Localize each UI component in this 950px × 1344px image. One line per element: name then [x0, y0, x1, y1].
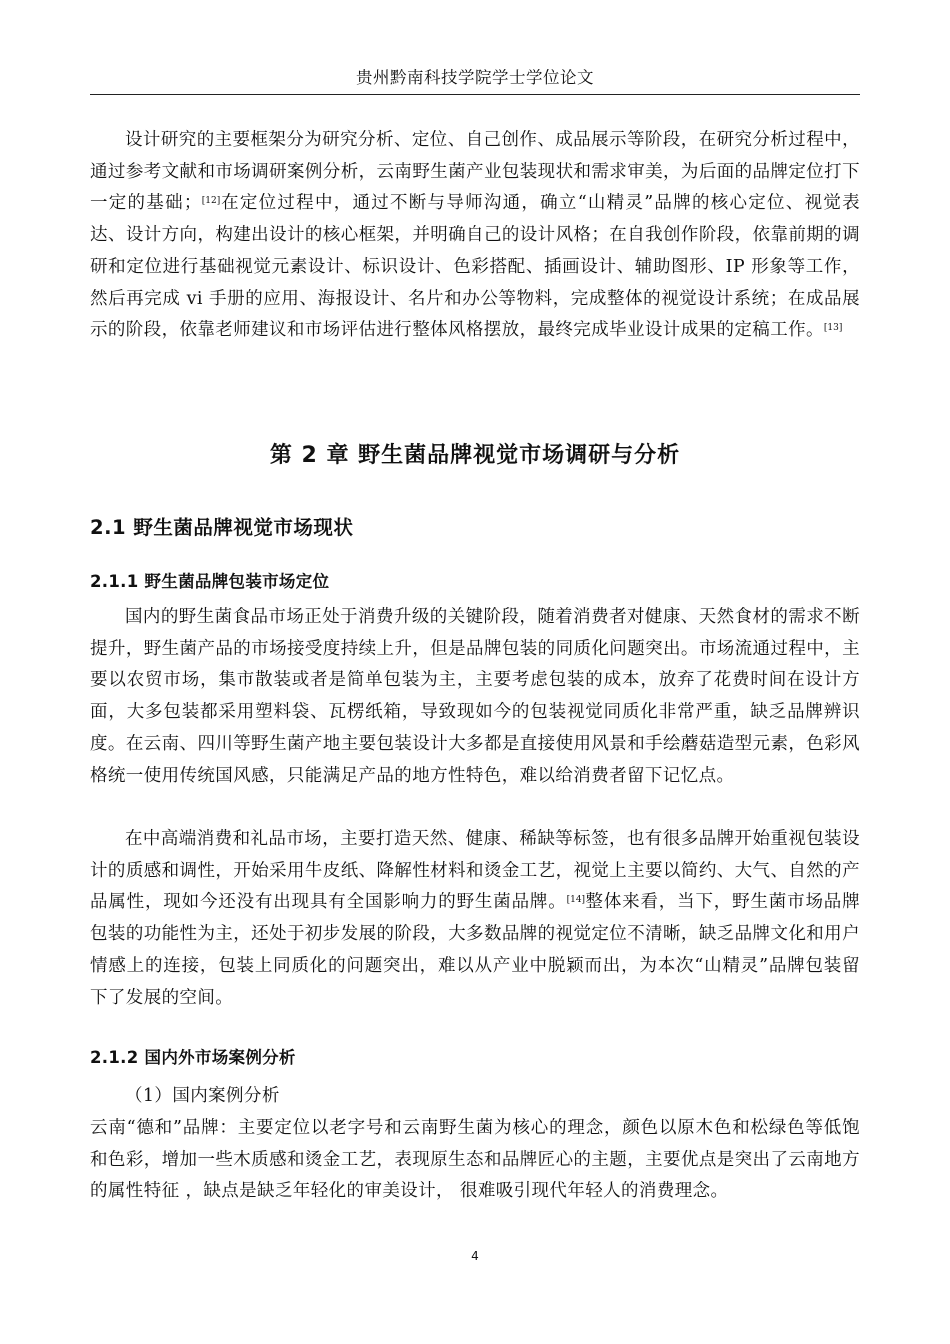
intro-paragraph	[90, 125, 860, 347]
chapter-title: 第 2 章 野生菌品牌视觉市场调研与分析	[269, 443, 681, 468]
section-2-1-title: 2.1 野生菌品牌视觉市场现状	[90, 516, 354, 539]
section-2-1-2-title: 2.1.2 国内外市场案例分析	[90, 1048, 296, 1067]
market-positioning-paragraph-1: 国内的野生菌食品市场正处于消费升级的关键阶段，随着消费者对健康、天然食材的需求不断提升，野生菌产品的市场接受度持续上升，但是品牌包装的同质化问题突出。市场流通过程中，主要以农贸市场，集市散装或者是简单包装为主，主要考虑包装的成本，放弃了花费时间在设计方面，大多包装都采用塑料袋、瓦楞纸箱，导致现如今的包装视觉同质化非常严重，缺乏品牌辨识度。在云南、四川等野生菌产地主要包装设计大多都是直接使用风景和手绘蘑菇造型元素，色彩风格统一使用传统国风感，只能满足产品的地方性特色，难以给消费者留下记忆点。	[90, 607, 860, 786]
paragraph-2-text-2: 整体来看，当下，野生菌市场品牌包装的功能性为主，还处于初步发展的阶段，大多数品牌的视觉定位不清晰，缺乏品牌文化和用户情感上的连接，包装上同质化的问题突出，难以从产业中脱颖而出，为本次“山精灵”品牌包装留下了发展的空间。	[90, 892, 861, 1008]
intro-text-1: 设计研究的主要框架分为研究分析、定位、自己创作、成品展示等阶段，在研究分析过程中，通过参考文献和市场调研案例分析，云南野生菌产业包装现状和需求审美，为后面的品牌定位打下一定的基础；	[90, 130, 860, 214]
paragraph-2-text-1: 在中高端消费和礼品市场，主要打造天然、健康、稀缺等标签，也有很多品牌开始重视包装设计的质感和调性，开始采用牛皮纸、降解性材料和烫金工艺，视觉上主要以简约、大气、自然的产品属性，现如今还没有出现具有全国影响力的野生菌品牌。	[90, 829, 860, 913]
citation-14: [14]	[566, 895, 586, 906]
section-2-1-1-title: 2.1.1 野生菌品牌包装市场定位	[90, 572, 330, 591]
market-positioning-paragraph-2	[90, 824, 860, 1014]
dehe-case-paragraph: 云南“德和”品牌：主要定位以老字号和云南野生菌为核心的理念，颜色以原木色和松绿色等低饱和色彩，增加一些木质感和烫金工艺，表现原生态和品牌匠心的主题，主要优点是突出了云南地方的属性特征 ，缺点是缺乏年轻化的审美设计， 很难吸引现代年轻人的消费理念。	[90, 1118, 860, 1202]
domestic-case-heading: （1）国内案例分析	[125, 1086, 280, 1106]
page-number: 4	[471, 1249, 479, 1263]
citation-12: [12]	[201, 196, 221, 207]
citation-13: [13]	[823, 323, 843, 334]
intro-text-2: 在定位过程中，通过不断与导师沟通，确立“山精灵”品牌的核心定位、视觉表达、设计方向，构建出设计的核心框架，并明确自己的设计风格；在自我创作阶段，依靠前期的调研和定位进行基础视觉元素设计、标识设计、色彩搭配、插画设计、辅助图形、IP 形象等工作，然后再完成 vi 手册的应用、海报设计、名片和办公等物料，完成整体的视觉设计系统；在成品展示的阶段，依靠老师建议和市场评估进行整体风格摆放，最终完成毕业设计成果的定稿工作。	[90, 193, 861, 341]
page-header	[90, 66, 860, 95]
thesis-header-title: 贵州黔南科技学院学士学位论文	[356, 68, 594, 87]
